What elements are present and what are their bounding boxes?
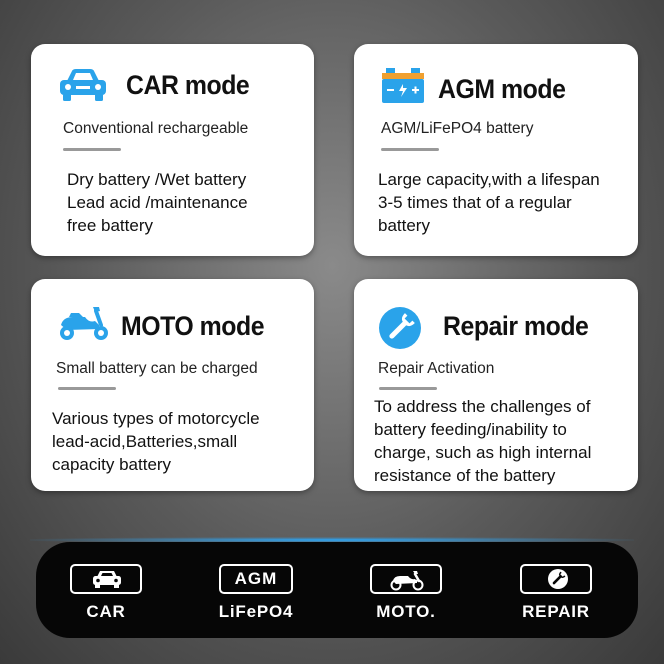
moto-mode-button[interactable] [370, 564, 442, 594]
card-title: MOTO mode [121, 311, 265, 341]
card-subtitle: Conventional rechargeable [63, 120, 249, 137]
card-body-line: Various types of motorcycle [52, 409, 260, 428]
card-title: CAR mode [126, 70, 250, 100]
car-icon [58, 66, 108, 102]
card-body-line: charge, such as high internal [374, 443, 592, 462]
motorcycle-icon [55, 303, 111, 343]
card-subtitle: Repair Activation [378, 360, 495, 377]
mode-label-repair: REPAIR [522, 602, 590, 621]
wrench-icon [378, 306, 422, 350]
mode-selector-bar [36, 542, 638, 638]
card-subtitle: Small battery can be charged [56, 360, 258, 377]
repair-mode-button[interactable] [520, 564, 592, 594]
card-body-line: Large capacity,with a lifespan [378, 170, 600, 189]
car-mode-card [31, 44, 314, 256]
agm-box-text: AGM [234, 569, 278, 588]
card-body [52, 407, 260, 476]
divider [63, 148, 121, 151]
motorcycle-icon [388, 569, 426, 591]
card-body-line: 3-5 times that of a regular [378, 193, 572, 212]
card-title: AGM mode [438, 74, 566, 104]
card-body-line: Dry battery /Wet battery [67, 170, 247, 189]
agm-mode-button[interactable] [219, 564, 293, 594]
divider [381, 148, 439, 151]
card-body-line: To address the challenges of [374, 397, 591, 416]
moto-mode-card [31, 279, 314, 491]
divider [379, 387, 437, 390]
card-body-line: Lead acid /maintenance [67, 193, 248, 212]
card-subtitle: AGM/LiFePO4 battery [381, 120, 534, 137]
battery-icon [381, 66, 425, 104]
card-body-line: resistance of the battery [374, 466, 556, 485]
repair-mode-card [354, 279, 638, 491]
mode-label-moto: MOTO. [376, 602, 436, 621]
card-body-line: battery feeding/inability to [374, 420, 567, 439]
card-body [378, 168, 600, 237]
car-mode-button[interactable] [70, 564, 142, 594]
card-body-line: battery [378, 216, 430, 235]
card-body [67, 168, 248, 237]
car-icon [92, 569, 122, 589]
card-body-line: capacity battery [52, 455, 172, 474]
card-body [374, 395, 591, 487]
card-title: Repair mode [443, 311, 589, 341]
divider [58, 387, 116, 390]
card-body-line: free battery [67, 216, 153, 235]
agm-mode-card [354, 44, 638, 256]
card-body-line: lead-acid,Batteries,small [52, 432, 238, 451]
wrench-icon [547, 568, 569, 590]
mode-label-car: CAR [86, 602, 126, 621]
mode-label-lifepo4: LiFePO4 [218, 602, 294, 621]
